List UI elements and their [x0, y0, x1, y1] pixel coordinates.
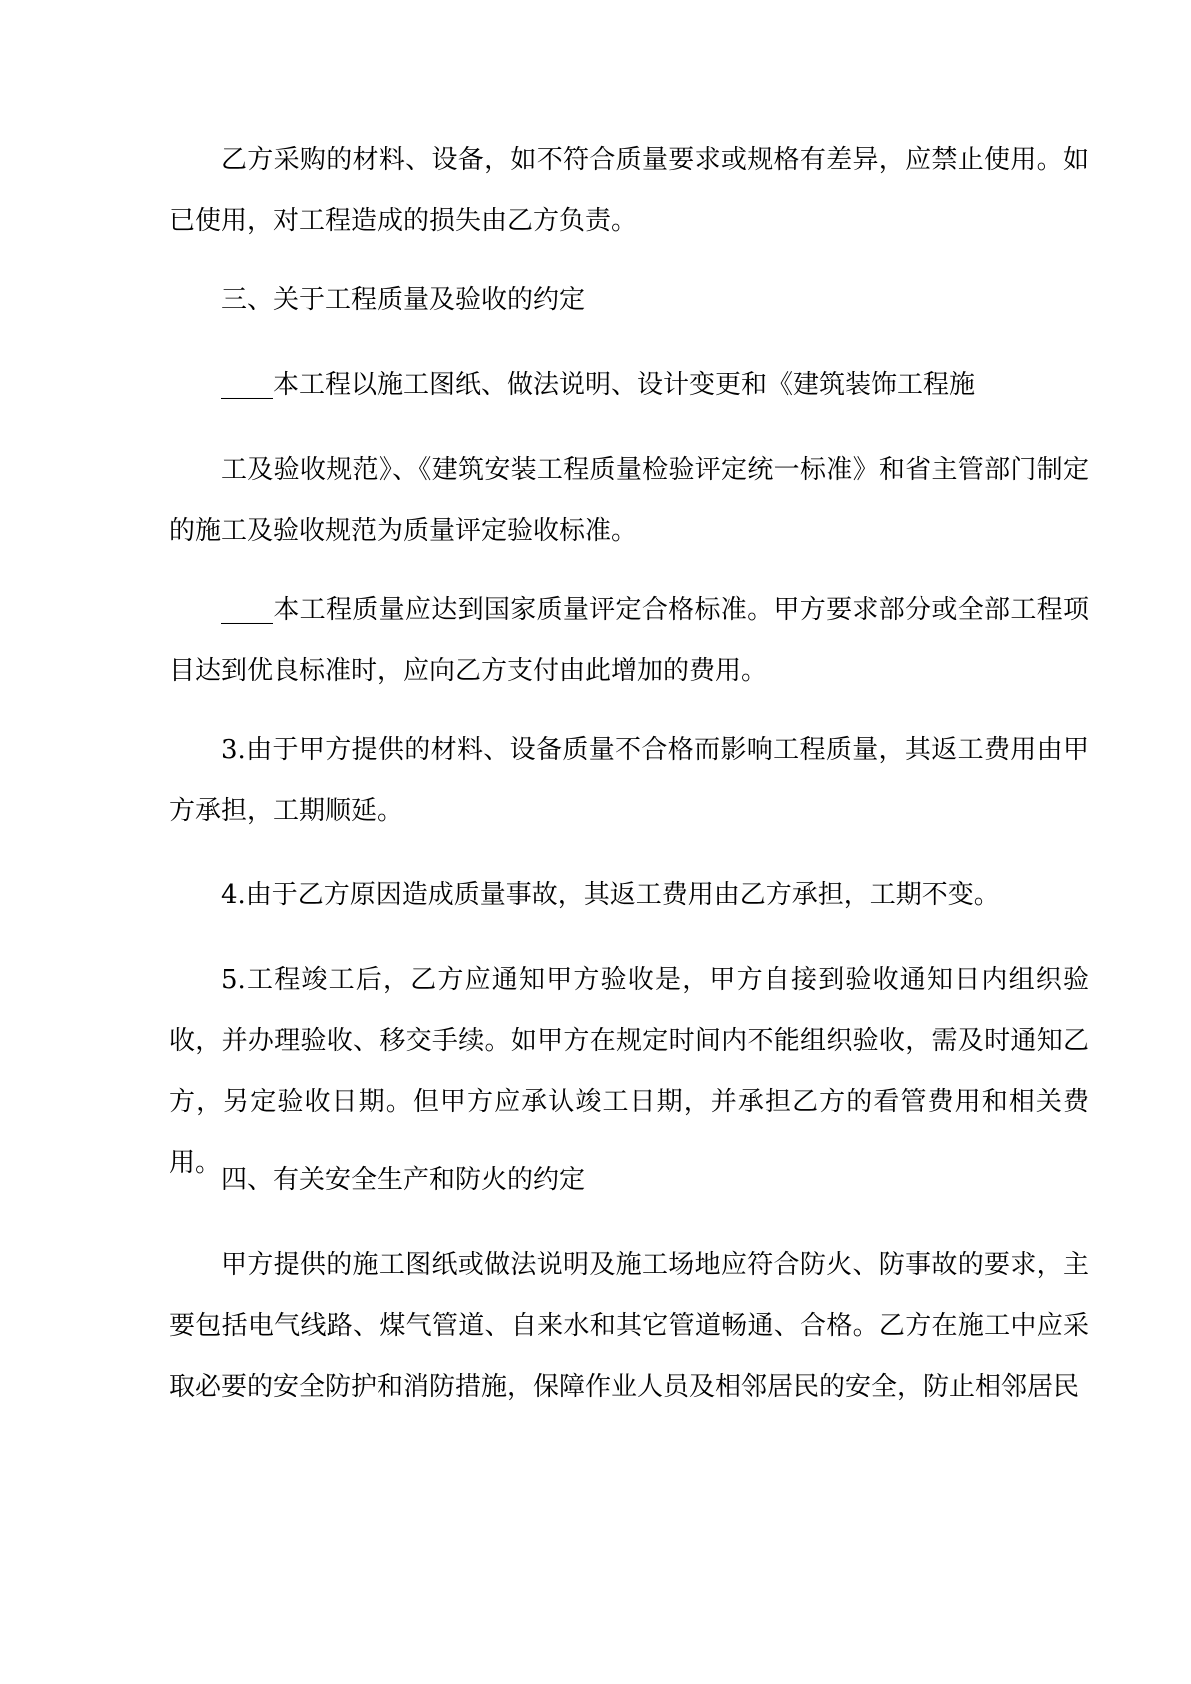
section-heading-quality-acceptance: 三、关于工程质量及验收的约定 — [221, 285, 586, 315]
paragraph-item-4: 4.由于乙方原因造成质量事故，其返工费用由乙方承担，工期不变。 — [221, 880, 1000, 910]
paragraph-item-5: 5.工程竣工后，乙方应通知甲方验收是，甲方自接到验收通知日内组织验收，并办理验收、移交手续。如甲方在规定时间内不能组织验收，需及时通知乙方，另定验收日期。但甲方应承认竣工日期，并承担乙方的看管费用和相关费用。 — [169, 965, 1089, 1178]
paragraph-material-defects: 乙方采购的材料、设备，如不符合质量要求或规格有差异，应禁止使用。如已使用，对工程造成的损失由乙方负责。 — [169, 145, 1089, 236]
paragraph-acceptance-basis-part1: ____本工程以施工图纸、做法说明、设计变更和《建筑装饰工程施 — [221, 370, 976, 400]
paragraph-item-3: 3.由于甲方提供的材料、设备质量不合格而影响工程质量，其返工费用由甲方承担，工期顺延。 — [169, 735, 1089, 826]
paragraph-quality-standard: ____本工程质量应达到国家质量评定合格标准。甲方要求部分或全部工程项目达到优良标准时，应向乙方支付由此增加的费用。 — [169, 595, 1089, 686]
paragraph-acceptance-basis-part2: 工及验收规范》、《建筑安装工程质量检验评定统一标准》和省主管部门制定的施工及验收规范为质量评定验收标准。 — [169, 455, 1089, 546]
section-heading-safety-fire: 四、有关安全生产和防火的约定 — [221, 1165, 586, 1195]
paragraph-safety-requirements: 甲方提供的施工图纸或做法说明及施工场地应符合防火、防事故的要求，主要包括电气线路、煤气管道、自来水和其它管道畅通、合格。乙方在施工中应采取必要的安全防护和消防措施，保障作业人员及相邻居民的安全，防止相邻居民 — [169, 1250, 1089, 1402]
